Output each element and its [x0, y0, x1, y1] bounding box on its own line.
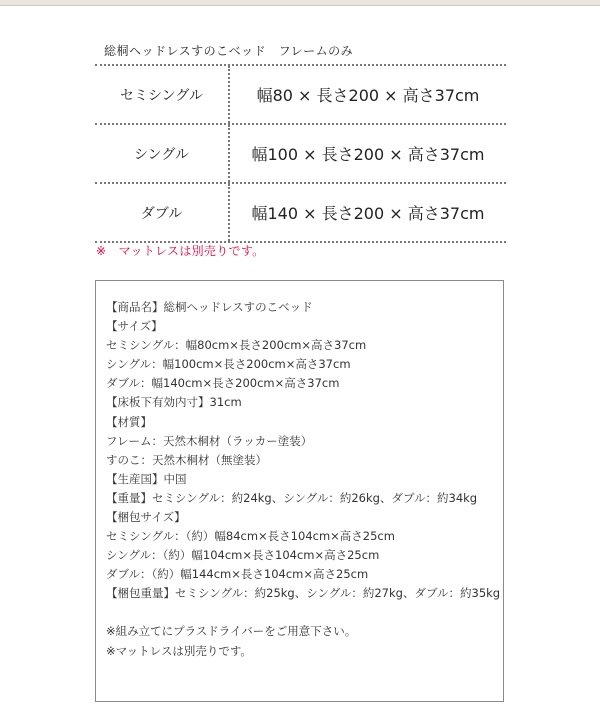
mattress-sold-separately-note: ※ マットレスは別売りです。 — [96, 244, 265, 258]
top-divider — [0, 5, 600, 6]
spec-line: ダブル：（約）幅144cm×長さ104cm×高さ25cm — [106, 567, 369, 582]
spec-line: ダブル：幅140cm×長さ200cm×高さ37cm — [106, 376, 340, 391]
size-name: セミシングル — [120, 87, 203, 104]
spec-line: 【梱包サイズ】 — [106, 510, 186, 525]
size-dimensions: 幅80 × 長さ200 × 高さ37cm — [256, 86, 480, 105]
spec-line: 【サイズ】 — [106, 319, 163, 334]
table-row — [95, 184, 506, 241]
spec-line: セミシングル：（約）幅84cm×長さ104cm×高さ25cm — [106, 529, 395, 544]
spec-line: 【材質】 — [106, 414, 152, 429]
size-dimensions: 幅140 × 長さ200 × 高さ37cm — [251, 204, 485, 223]
spec-line: 【商品名】総桐ヘッドレスすのこベッド — [106, 300, 313, 314]
spec-line: シングル：（約）幅104cm×長さ104cm×高さ25cm — [106, 548, 380, 563]
table-row — [95, 125, 506, 182]
spec-notes — [106, 622, 356, 661]
spec-line: 【梱包重量】セミシングル：約25kg、シングル：約27kg、ダブル：約35kg — [106, 586, 501, 601]
spec-list — [106, 298, 500, 604]
spec-line: 【床板下有効内寸】31cm — [106, 395, 242, 410]
mattress-note: ※マットレスは別売りです。 — [106, 643, 252, 658]
size-table-title: 総桐ヘッドレスすのこベッド フレームのみ — [104, 44, 354, 58]
size-dimensions: 幅100 × 長さ200 × 高さ37cm — [251, 145, 485, 164]
size-name: ダブル — [140, 205, 183, 222]
spec-line: すのこ：天然木桐材（無塗装） — [106, 452, 267, 467]
spec-line: フレーム：天然木桐材（ラッカー塗装） — [106, 433, 313, 448]
spec-box — [95, 280, 504, 702]
spec-line: 【生産国】中国 — [106, 471, 187, 486]
assembly-note: ※組み立てにプラスドライバーをご用意下さい。 — [106, 624, 357, 638]
spec-line: 【重量】セミシングル：約24kg、シングル：約26kg、ダブル：約34kg — [106, 490, 478, 505]
size-table — [95, 64, 506, 243]
size-name: シングル — [134, 146, 189, 163]
table-row — [95, 66, 506, 123]
spec-line: セミシングル：幅80cm×長さ200cm×高さ37cm — [106, 338, 367, 353]
spec-line: シングル：幅100cm×長さ200cm×高さ37cm — [106, 357, 351, 372]
